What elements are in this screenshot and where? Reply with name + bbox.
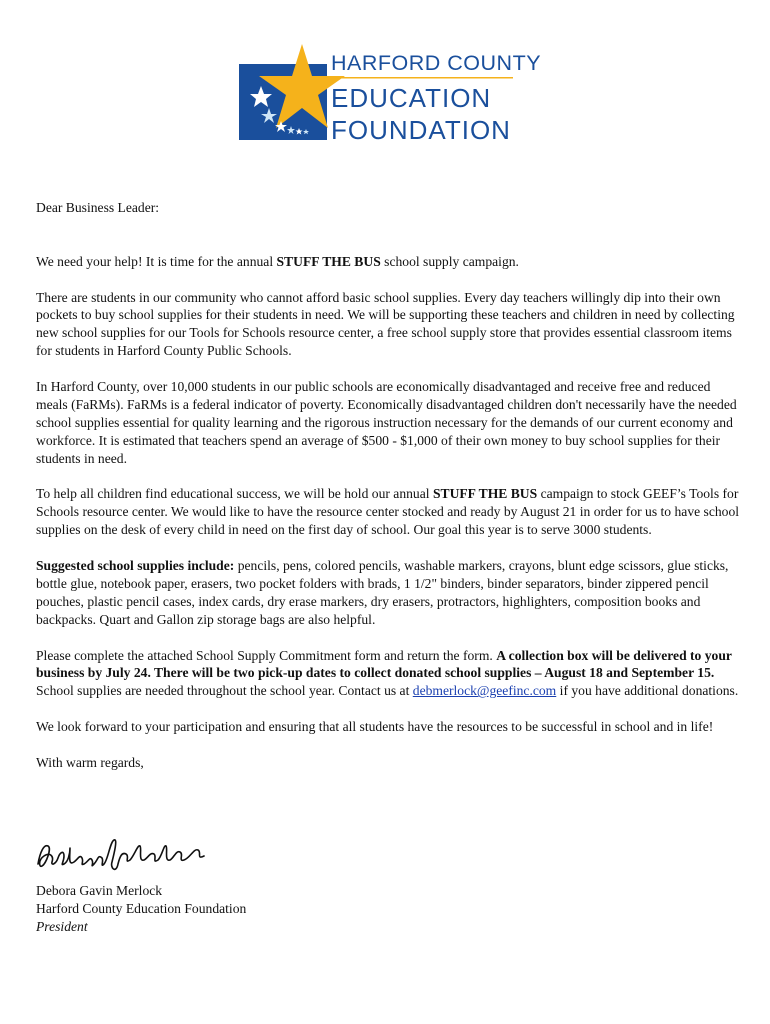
- logo-line-3: FOUNDATION: [331, 115, 511, 145]
- paragraph-supplies: [36, 557, 742, 629]
- signature-block: [36, 882, 246, 936]
- supplies-heading: Suggested school supplies include:: [36, 558, 235, 574]
- paragraph-need: There are students in our community who cannot afford basic school supplies. Every day teachers willingly dip into their own pockets to buy school supplies for their students in need. We will be supporting these teachers and children in need by collecting new school supplies for our Tools for Schools resource center, a free school supply store that provides essential classroom items for students in Harford County Public Schools.: [36, 289, 735, 359]
- instructions-text-c: if you have additional donations.: [556, 683, 739, 699]
- paragraph-intro: [36, 253, 742, 271]
- campaign-text-b: campaign to stock GEEF’s Tools for Schools resource center. We would like to have the resource center stocked and ready by August 21 in order for us to have school supplies on the desk of every child in need on the first day of school. Our goal this year is to serve 3000 students.: [36, 486, 740, 538]
- intro-text-a: We need your help! It is time for the annual: [36, 253, 277, 269]
- signer-organization: Harford County Education Foundation: [36, 900, 247, 916]
- signer-title: President: [36, 918, 88, 934]
- contact-email-link[interactable]: debmerlock@geefinc.com: [412, 683, 557, 699]
- logo-divider-line: [331, 77, 513, 79]
- intro-text-b: school supply campaign.: [380, 253, 519, 269]
- paragraph-statistics: In Harford County, over 10,000 students in our public schools are economically disadvantaged and receive free and reduced meals (FaRMs). FaRMs is a federal indicator of poverty. Economically disadvantaged children don't necessarily have the needed school supplies essential for quality learning and the rigorous instruction necessary for the demands of our current economy and workforce. It is estimated that teachers spend an average of $500 - $1,000 of their own money to buy school supplies for their students in need.: [36, 379, 737, 466]
- campaign-text-a: To help all children find educational success, we will be hold our annual: [36, 486, 433, 502]
- supplies-list: pencils, pens, colored pencils, washable markers, crayons, blunt edge scissors, glue sticks, bottle glue, notebook paper, erasers, two pocket folders with brads, 1 1/2" binders, binder separators, binder zippered pencil pouches, plastic pencil cases, index cards, dry erase markers, dry erasers, protractors, highlighters, composition books and backpacks. Quart and Gallon zip storage bags are also helpful.: [36, 558, 729, 627]
- signer-name: Debora Gavin Merlock: [36, 883, 163, 898]
- salutation: Dear Business Leader:: [36, 200, 160, 215]
- campaign-name: STUFF THE BUS: [276, 253, 381, 269]
- instructions-text-a: Please complete the attached School Supply Commitment form and return the form.: [36, 647, 497, 663]
- paragraph-campaign: [36, 485, 742, 539]
- instructions-text-b: School supplies are needed throughout the school year. Contact us at: [36, 683, 413, 699]
- paragraph-instructions: [36, 647, 742, 701]
- closing-phrase: With warm regards,: [36, 754, 144, 770]
- logo-line-1: HARFORD COUNTY: [331, 51, 542, 75]
- handwritten-signature: [34, 834, 214, 876]
- campaign-name-2: STUFF THE BUS: [432, 486, 538, 502]
- letter-body: [36, 199, 742, 790]
- collection-dates: A collection box will be delivered to your business by July 24. There will be two pick-up dates to collect donated school supplies – August 18 and September 15.: [36, 647, 732, 681]
- paragraph-closing: We look forward to your participation and ensuring that all students have the resources to be successful in school and in life!: [36, 719, 714, 735]
- logo-line-2: EDUCATION: [331, 83, 492, 113]
